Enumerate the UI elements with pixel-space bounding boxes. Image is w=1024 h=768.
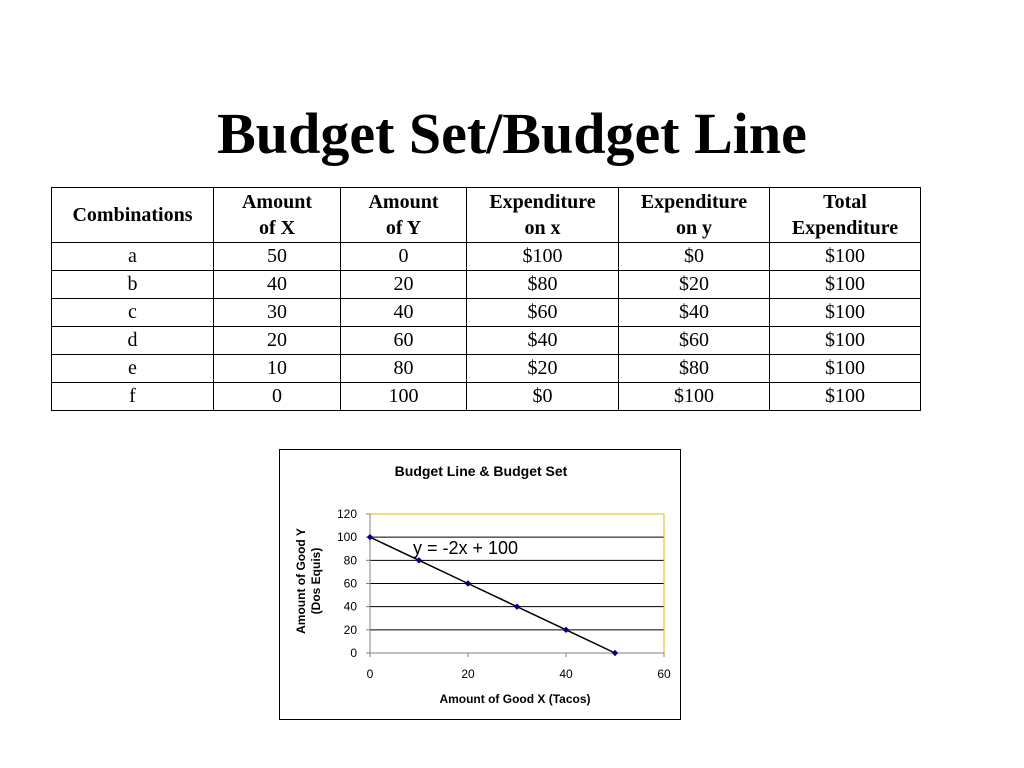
table-cell: 40	[341, 299, 467, 327]
table-cell: 50	[214, 243, 341, 271]
y-axis-label-line1: Amount of Good Y	[294, 528, 308, 634]
x-tick-label: 0	[366, 667, 374, 681]
table-cell: $60	[467, 299, 619, 327]
slide-title: Budget Set/Budget Line	[217, 101, 807, 166]
table-cell: $40	[467, 327, 619, 355]
table-cell: 60	[341, 327, 467, 355]
x-tick-label: 60	[657, 667, 671, 681]
data-point	[416, 557, 422, 563]
x-axis-label: Amount of Good X (Tacos)	[439, 692, 591, 706]
table-header-row	[52, 188, 921, 243]
table-cell: e	[52, 355, 214, 383]
table-cell: 30	[214, 299, 341, 327]
table-cell: 20	[214, 327, 341, 355]
y-tick-label: 80	[343, 553, 357, 568]
table-cell: b	[52, 271, 214, 299]
table-cell: c	[52, 299, 214, 327]
table-cell: $0	[619, 243, 770, 271]
data-point	[563, 627, 569, 633]
table-cell: 20	[341, 271, 467, 299]
table-cell: 10	[214, 355, 341, 383]
table-cell: $100	[770, 355, 921, 383]
y-tick-label: 0	[350, 646, 357, 660]
table-cell: a	[52, 243, 214, 271]
tick-labels	[337, 507, 671, 681]
table-cell: $100	[467, 243, 619, 271]
column-header-amount-y: Amount of Y	[341, 188, 467, 243]
table-cell: $40	[619, 299, 770, 327]
table-row	[52, 327, 921, 355]
x-tick-label: 40	[559, 667, 573, 681]
data-point	[612, 650, 618, 656]
table-cell: 0	[341, 243, 467, 271]
table-cell: 0	[214, 383, 341, 411]
table-cell: $20	[467, 355, 619, 383]
table-row	[52, 271, 921, 299]
y-tick-label: 100	[336, 530, 357, 545]
table-cell: $60	[619, 327, 770, 355]
data-point	[465, 580, 471, 586]
table-cell: d	[52, 327, 214, 355]
table-row	[52, 299, 921, 327]
column-header-expenditure-y: Expenditure on y	[619, 188, 770, 243]
table-row	[52, 355, 921, 383]
data-point	[514, 603, 520, 609]
column-header-amount-x: Amount of X	[214, 188, 341, 243]
table-cell: $100	[770, 243, 921, 271]
table-cell: $80	[467, 271, 619, 299]
budget-table	[51, 187, 921, 411]
column-header-expenditure-x: Expenditure on x	[467, 188, 619, 243]
table-cell: $100	[770, 299, 921, 327]
y-tick-label: 20	[343, 622, 357, 637]
y-tick-label: 40	[343, 599, 357, 614]
table-row	[52, 383, 921, 411]
chart-canvas	[280, 450, 682, 721]
y-tick-label: 60	[343, 576, 357, 591]
y-axis-label-line2: (Dos Equis)	[309, 547, 323, 615]
y-tick-label: 120	[336, 507, 357, 521]
table-cell: $0	[467, 383, 619, 411]
table-cell: $100	[770, 327, 921, 355]
table-row	[52, 243, 921, 271]
table-cell: 100	[341, 383, 467, 411]
table-cell: f	[52, 383, 214, 411]
equation-annotation: y = -2x + 100	[413, 538, 519, 558]
table-cell: 40	[214, 271, 341, 299]
chart-title: Budget Line & Budget Set	[394, 463, 568, 479]
table-cell: $100	[770, 271, 921, 299]
table-cell: $80	[619, 355, 770, 383]
table-cell: $100	[770, 383, 921, 411]
data-point	[367, 534, 373, 540]
column-header-total-expenditure: Total Expenditure	[770, 188, 921, 243]
table-cell: $100	[619, 383, 770, 411]
x-tick-label: 20	[461, 667, 475, 681]
table-cell: $20	[619, 271, 770, 299]
axes	[366, 514, 664, 657]
column-header-combinations: Combinations	[52, 188, 214, 243]
budget-line-chart	[279, 449, 681, 720]
table-cell: 80	[341, 355, 467, 383]
